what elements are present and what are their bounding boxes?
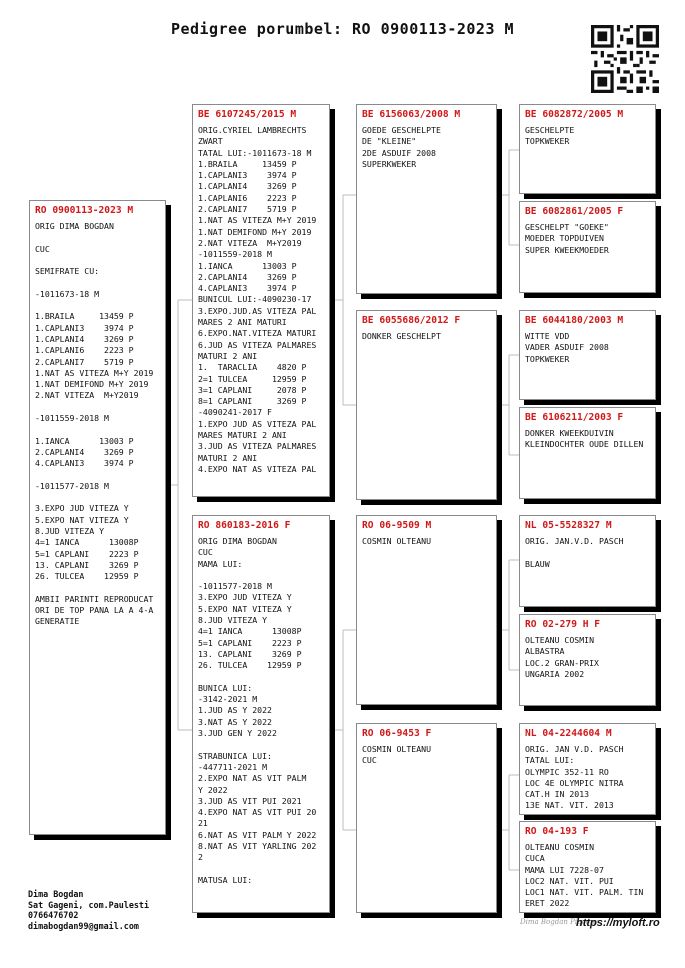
card-details: ORIG. JAN.V.D. PASCH BLAUW <box>525 536 624 569</box>
pedigree-card-ddd <box>519 821 656 913</box>
pedigree-card-dds <box>519 723 656 815</box>
ring-number: RO 04-193 F <box>525 826 589 837</box>
brand-link[interactable]: https://myloft.ro <box>576 917 660 929</box>
ring-number: BE 6082861/2005 F <box>525 206 624 217</box>
card-details: GOEDE GESCHELPTE DE "KLEINE" 2DE ASDUIF 2008 SUPERKWEKER <box>362 125 441 169</box>
pedigree-card-dss <box>519 515 656 607</box>
ring-number: BE 6055686/2012 F <box>362 315 461 326</box>
pedigree-card-subject <box>29 200 166 835</box>
card-details: COSMIN OLTEANU CUC <box>362 744 432 766</box>
breeder-contact <box>28 889 149 931</box>
pedigree-card-dam-sire <box>356 515 497 705</box>
pedigree-card-sds <box>519 310 656 400</box>
pedigree-card-sire-dam <box>356 310 497 500</box>
pedigree-card-dsd <box>519 614 656 706</box>
card-details: ORIG DIMA BOGDAN CUC MAMA LUI: -1011577-2018 M 3.EXPO JUD VITEZA Y 5.EXPO NAT VITEZA Y 8.JUD VITEZA Y 4=1 IANCA 13008P 5=1 CAPLANI 2223 P 13. CAPLANI 3269 P 26. TULCEA 12959 P BUNICA LUI: -3142-2021 M 1.JUD AS Y 2022 3.NAT AS Y 2022 3.JUD GEN Y 2022 STRABUNICA LUI: -447711-2021 M 2.EXPO NAT AS VIT PALM Y 2022 3.JUD AS VIT PUI 2021 4.EXPO NAT AS VIT PUI 20 21 6.NAT AS VIT PALM Y 2022 8.NAT AS VIT YARLING 202 2 MATUSA LUI: <box>198 536 317 885</box>
card-details: ORIG DIMA BOGDAN CUC SEMIFRATE CU: -1011673-18 M 1.BRAILA 13459 P 1.CAPLANI3 3974 P 1.CAPLANI4 3269 P 1.CAPLANI6 2223 P 2.CAPLANI7 5719 P 1.NAT AS VITEZA M+Y 2019 1.NAT DEMIFOND M+Y 2019 2.NAT VITEZA M+Y2019 -1011559-2018 M 1.IANCA 13003 P 2.CAPLANI4 3269 P 4.CAPLANI3 3974 P -1011577-2018 M 3.EXPO JUD VITEZA Y 5.EXPO NAT VITEZA Y 8.JUD VITEZA Y 4=1 IANCA 13008P 5=1 CAPLANI 2223 P 13. CAPLANI 3269 P 26. TULCEA 12959 P AMBII PARINTI REPRODUCAT ORI DE TOP PANA LA A 4-A GENERATIE <box>35 221 154 627</box>
card-details: ORIG.CYRIEL LAMBRECHTS ZWART TATAL LUI:-1011673-18 M 1.BRAILA 13459 P 1.CAPLANI3 3974 P 1.CAPLANI4 3269 P 1.CAPLANI6 2223 P 2.CAPLANI7 5719 P 1.NAT AS VITEZA M+Y 2019 1.NAT DEMIFOND M+Y 2019 2.NAT VITEZA M+Y2019 -1011559-2018 M 1.IANCA 13003 P 2.CAPLANI4 3269 P 4.CAPLANI3 3974 P BUNICUL LUI:-4090230-17 3.EXPO.JUD.AS VITEZA PAL MARES 2 ANI MATURI 6.EXPO.NAT.VITEZA MATURI 6.JUD AS VITEZA PALMARES MATURI 2 ANI 1. TARACLIA 4820 P 2=1 TULCEA 12959 P 3=1 CAPLANI 2078 P 8=1 CAPLANI 3269 P -4090241-2017 F 1.EXPO JUD AS VITEZA PAL MARES MATURI 2 ANI 3.JUD AS VITEZA PALMARES MATURI 2 ANI 4.EXPO NAT AS VITEZA PAL <box>198 125 317 474</box>
card-details: GESCHELPTE TOPKWEKER <box>525 125 575 147</box>
breeder-phone: 0766476702 <box>28 910 79 921</box>
ring-number: BE 6156063/2008 M <box>362 109 461 120</box>
breeder-email: dimabogdan99@gmail.com <box>28 920 139 931</box>
pedigree-card-sss <box>519 104 656 194</box>
ring-number: BE 6044180/2003 M <box>525 315 624 326</box>
ring-number: RO 06-9509 M <box>362 520 432 531</box>
ring-number: BE 6107245/2015 M <box>198 109 297 120</box>
pedigree-card-sire-sire <box>356 104 497 294</box>
pedigree-card-ssd <box>519 201 656 293</box>
card-details: OLTEANU COSMIN CUCA MAMA LUI 7228-07 LOC2 NAT. VIT. PUI LOC1 NAT. VIT. PALM. TIN ERET 2022 <box>525 842 644 909</box>
card-details: DONKER KWEEKDUIVIN KLEINDOCHTER OUDE DILLEN <box>525 428 644 450</box>
pedigree-card-dam <box>192 515 330 913</box>
breeder-address: Sat Gageni, com.Paulesti <box>28 899 150 910</box>
card-details: DONKER GESCHELPT <box>362 331 441 341</box>
breeder-name: Dima Bogdan <box>28 889 84 899</box>
ring-number: RO 02-279 H F <box>525 619 601 630</box>
pedigree-card-dam-dam <box>356 723 497 913</box>
ring-number: BE 6106211/2003 F <box>525 412 624 423</box>
card-details: GESCHELPT "GOEKE" MOEDER TOPDUIVEN SUPER KWEEKMOEDER <box>525 222 609 255</box>
ring-number: NL 04-2244604 M <box>525 728 612 739</box>
ring-number: RO 0900113-2023 M <box>35 205 134 216</box>
card-details: ORIG. JAN V.D. PASCH TATAL LUI: OLYMPIC 352-11 RO LOC 4E OLYMPIC NITRA CAT.H IN 2013 13E NAT. VIT. 2013 <box>525 744 624 811</box>
card-details: OLTEANU COSMIN ALBASTRA LOC.2 GRAN-PRIX UNGARIA 2002 <box>525 635 599 679</box>
ring-number: NL 05-5528327 M <box>525 520 612 531</box>
pedigree-card-sdd <box>519 407 656 499</box>
page-title: Pedigree porumbel: RO 0900113-2023 M <box>170 20 515 38</box>
card-details: WITTE VDD VADER ASDUIF 2008 TOPKWEKER <box>525 331 609 364</box>
ring-number: BE 6082872/2005 M <box>525 109 624 120</box>
ring-number: RO 06-9453 F <box>362 728 432 739</box>
ring-number: RO 860183-2016 F <box>198 520 291 531</box>
signature: Dima Bogdan Pigeons <box>520 918 599 926</box>
pedigree-card-sire <box>192 104 330 497</box>
card-details: COSMIN OLTEANU <box>362 536 432 546</box>
